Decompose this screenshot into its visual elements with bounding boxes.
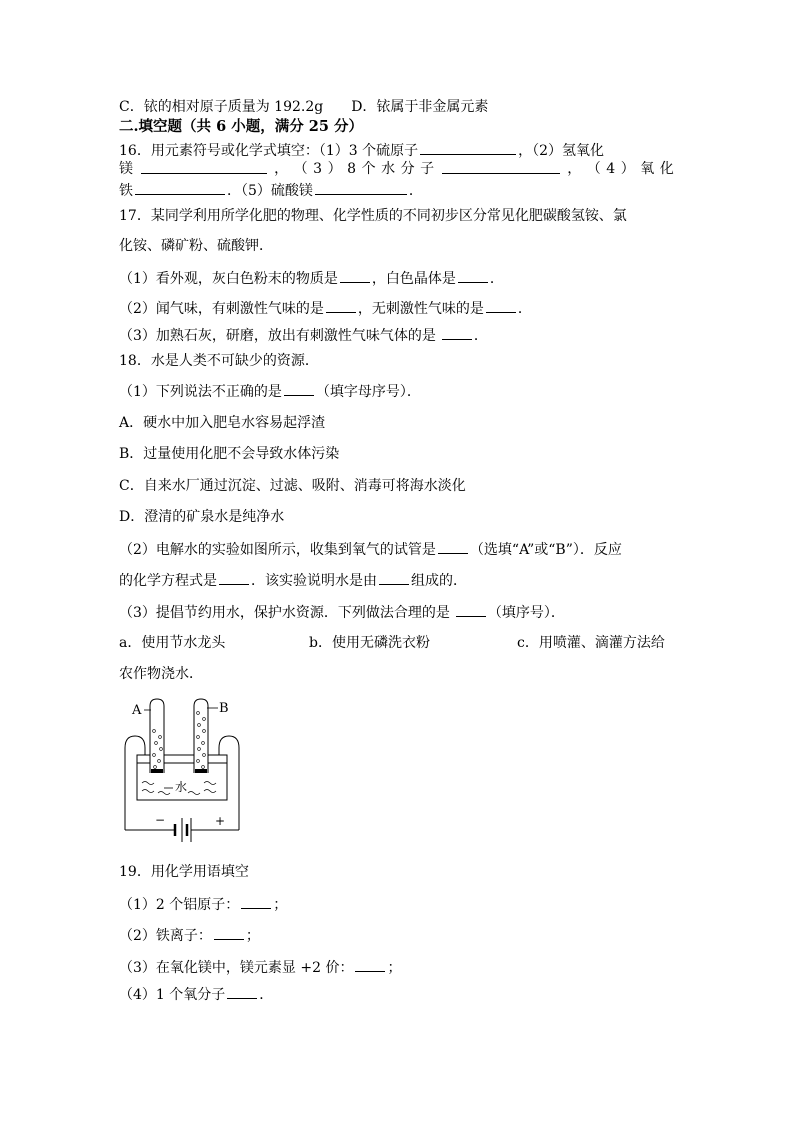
- q16-text: ）: [620, 161, 635, 177]
- test-tube-a: [150, 699, 164, 773]
- q17-part-3: [119, 325, 674, 345]
- tube-a-label: A: [132, 703, 142, 718]
- electrode-b: [195, 769, 207, 773]
- answer-blank[interactable]: [219, 570, 249, 585]
- electrolysis-diagram: [118, 693, 248, 848]
- q18-text: （2）电解水的实验如图所示，收集到氧气的试管是: [119, 542, 436, 558]
- answer-blank[interactable]: [141, 159, 267, 174]
- q16-text: 4: [606, 161, 616, 177]
- answer-blank[interactable]: [442, 159, 560, 174]
- q18-option-b: B．过量使用化肥不会导致水体污染: [119, 446, 340, 462]
- q19-text: （2）铁离子：: [119, 928, 212, 944]
- electrode-a: [151, 769, 163, 773]
- q16-text: 3: [313, 161, 323, 177]
- q17-text: （3）加熟石灰，研磨，放出有刺激性气味气体的是: [119, 328, 436, 344]
- q17-part-1: [119, 268, 674, 288]
- q18-part-2-line-1: [119, 539, 674, 559]
- q16-text: 子: [420, 161, 435, 177]
- q18-text: （填序号）．: [487, 605, 565, 621]
- q18-stem: 18．水是人类不可缺少的资源．: [119, 353, 319, 369]
- q18-text: 组成的．: [411, 573, 467, 589]
- q18-option-a: A．硬水中加入肥皂水容易起浮渣: [119, 415, 326, 431]
- answer-blank[interactable]: [355, 957, 385, 972]
- q16-text: 水: [381, 161, 396, 177]
- q16-text: 氧: [640, 161, 655, 177]
- q18-text: 的化学方程式是: [119, 573, 217, 589]
- answer-blank[interactable]: [241, 894, 271, 909]
- q18-text: （1）下列说法不正确的是: [119, 384, 282, 400]
- answer-blank[interactable]: [227, 984, 257, 999]
- negative-terminal-label: −: [155, 813, 166, 827]
- answer-blank[interactable]: [284, 381, 314, 396]
- q16-text: ）: [327, 161, 342, 177]
- q18-part-2-line-2: [119, 570, 674, 590]
- answer-blank[interactable]: [438, 539, 468, 554]
- positive-terminal-label: +: [215, 814, 226, 828]
- answer-blank[interactable]: [315, 180, 407, 195]
- q18-part-3: [119, 602, 674, 622]
- test-tube-b: [194, 699, 208, 773]
- q18-option-d: D．澄清的矿泉水是纯净水: [119, 509, 285, 525]
- answer-blank[interactable]: [442, 325, 472, 340]
- q19-text: （1）2 个铝原子：: [119, 897, 240, 913]
- q17-stem-line-2: 化铵、磷矿粉、硫酸钾．: [119, 238, 273, 254]
- q16-text: 分: [400, 161, 415, 177]
- q19-text: （3）在氧化镁中，镁元素显 +2 价：: [119, 960, 354, 976]
- q18-part-3-options-cont: 农作物浇水．: [119, 666, 203, 682]
- q16-text: ，（2）氢氧化: [518, 143, 604, 159]
- answer-blank[interactable]: [135, 180, 225, 195]
- answer-blank[interactable]: [340, 268, 370, 283]
- answer-blank[interactable]: [420, 140, 516, 155]
- q19-text: （4）1 个氧分子: [119, 987, 226, 1003]
- q18-text: ．该实验说明水是由: [251, 573, 377, 589]
- q16-text: 个: [361, 161, 376, 177]
- q19-text: ；: [387, 960, 402, 976]
- q17-stem-line-1: 17．某同学利用所学化肥的物理、化学性质的不同初步区分常见化肥碳酸氢铵、氯: [119, 208, 627, 224]
- q18-option-a3: a．使用节水龙头: [119, 635, 226, 651]
- q16-text: 16．用元素符号或化学式填空：（1）3 个硫原子: [119, 143, 419, 159]
- q16-text: ，: [567, 161, 582, 177]
- q18-option-c3: c．用喷灌、滴灌方法给: [517, 635, 665, 651]
- q17-text: （1）看外观，灰白色粉末的物质是: [119, 271, 338, 287]
- q17-text: ，白色晶体是: [371, 271, 456, 287]
- q17-text: ．: [473, 328, 488, 344]
- q16-line-2: [119, 159, 674, 179]
- q18-option-c: C．自来水厂通过沉淀、过滤、吸附、消毒可将海水淡化: [119, 478, 466, 494]
- q18-part-3-options: [119, 633, 674, 653]
- q19-part-3: [119, 957, 674, 977]
- answer-blank[interactable]: [379, 570, 409, 585]
- q19-part-1: [119, 894, 674, 914]
- q19-text: ．: [259, 987, 274, 1003]
- q19-part-4: [119, 984, 674, 1004]
- q17-text: ，无刺激性气味的是: [357, 301, 484, 317]
- q16-line-1: [119, 140, 674, 160]
- tube-b-label: B: [219, 701, 229, 716]
- water-label: 水: [175, 780, 188, 794]
- q15-option-c: C．铱的相对原子质量为 192.2g: [119, 99, 324, 115]
- answer-blank[interactable]: [458, 268, 488, 283]
- answer-blank[interactable]: [326, 298, 356, 313]
- q19-part-2: [119, 925, 674, 945]
- q16-text: 镁: [119, 161, 133, 177]
- q18-part-1: [119, 381, 674, 401]
- q17-part-2: [119, 298, 674, 318]
- section-heading: 二.填空题（共 6 小题，满分 25 分）: [119, 118, 364, 135]
- q16-text: 8: [347, 161, 357, 177]
- q19-text: ；: [273, 897, 288, 913]
- q16-text: 铁: [119, 183, 133, 199]
- q17-text: ．: [517, 301, 532, 317]
- q18-option-b3: b．使用无磷洗衣粉: [309, 635, 430, 651]
- answer-blank[interactable]: [456, 602, 486, 617]
- q16-text: ，: [274, 161, 289, 177]
- q15-option-d: D．铱属于非金属元素: [351, 99, 489, 115]
- q15-options-cd: [119, 97, 674, 117]
- q18-text: （选填“A”或“B”）．反应: [469, 542, 622, 558]
- q19-stem: 19．用化学用语填空: [119, 864, 249, 880]
- q16-text: （: [293, 161, 308, 177]
- answer-blank[interactable]: [486, 298, 516, 313]
- q18-text: （3）提倡节约用水，保护水资源．下列做法合理的是: [119, 605, 450, 621]
- q16-text: （: [586, 161, 601, 177]
- q17-text: ．: [489, 271, 504, 287]
- q16-text: ．: [408, 183, 423, 199]
- q16-text: ．（5）硫酸镁: [227, 183, 313, 199]
- q18-text: （填字母序号）．: [315, 384, 421, 400]
- q16-line-3: [119, 180, 674, 200]
- q19-text: ；: [245, 928, 260, 944]
- q17-text: （2）闻气味，有刺激性气味的是: [119, 301, 324, 317]
- q16-text: 化: [659, 161, 674, 177]
- answer-blank[interactable]: [214, 925, 244, 940]
